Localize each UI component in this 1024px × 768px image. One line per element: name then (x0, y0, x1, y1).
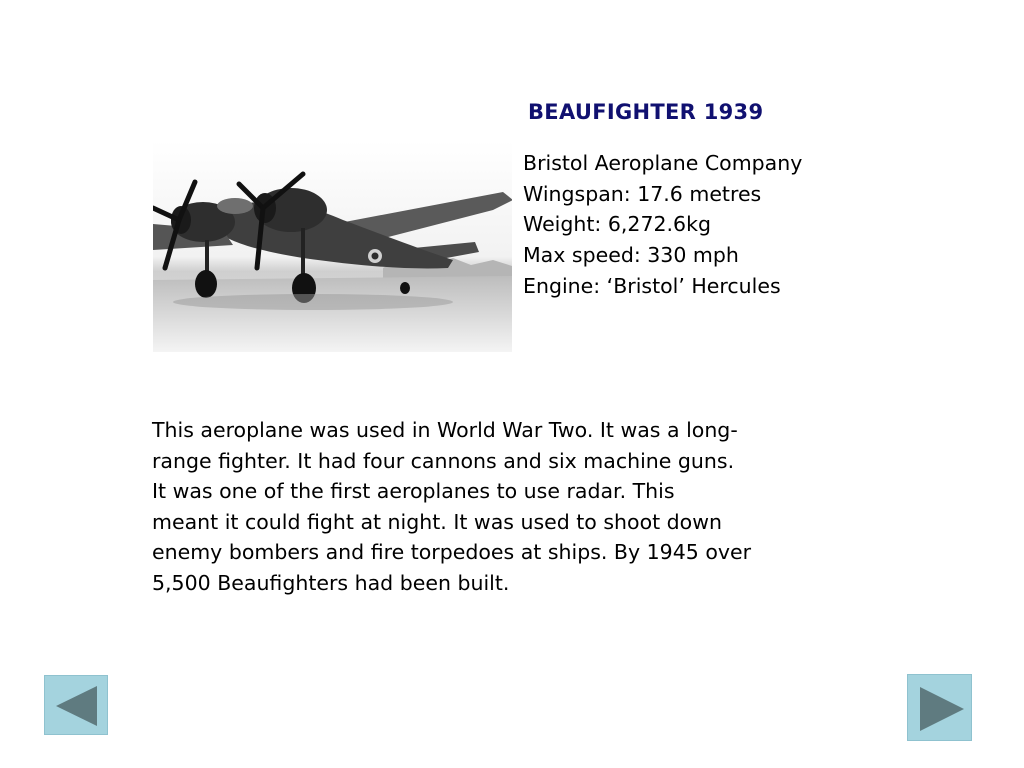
description-paragraph (152, 415, 852, 598)
description-line: This aeroplane was used in World War Two. It was a long- (152, 418, 738, 442)
spec-manufacturer: Bristol Aeroplane Company (523, 151, 803, 175)
left-triangle-icon (45, 676, 109, 736)
previous-slide-button[interactable] (44, 675, 108, 735)
right-triangle-icon (908, 675, 973, 742)
spec-max-speed: Max speed: 330 mph (523, 243, 739, 268)
spec-engine: Engine: ‘Bristol’ Hercules (523, 273, 781, 298)
description-line: range fighter. It had four cannons and six machine guns. (152, 448, 735, 473)
spec-wingspan: Wingspan: 17.6 metres (523, 181, 762, 206)
aeroplane-photo (153, 100, 512, 352)
specs-list (523, 148, 802, 302)
description-line: It was one of the first aeroplanes to use radar. This (152, 479, 675, 503)
spec-weight: Weight: 6,272.6kg (523, 212, 711, 237)
slide-title: BEAUFIGHTER 1939 (528, 100, 764, 124)
next-slide-button[interactable] (907, 674, 972, 741)
description-line: enemy bombers and fire torpedoes at ships. By 1945 over (152, 540, 752, 564)
description-line: meant it could fight at night. It was used to shoot down (152, 509, 722, 534)
description-line: 5,500 Beaufighters had been built. (152, 570, 510, 595)
